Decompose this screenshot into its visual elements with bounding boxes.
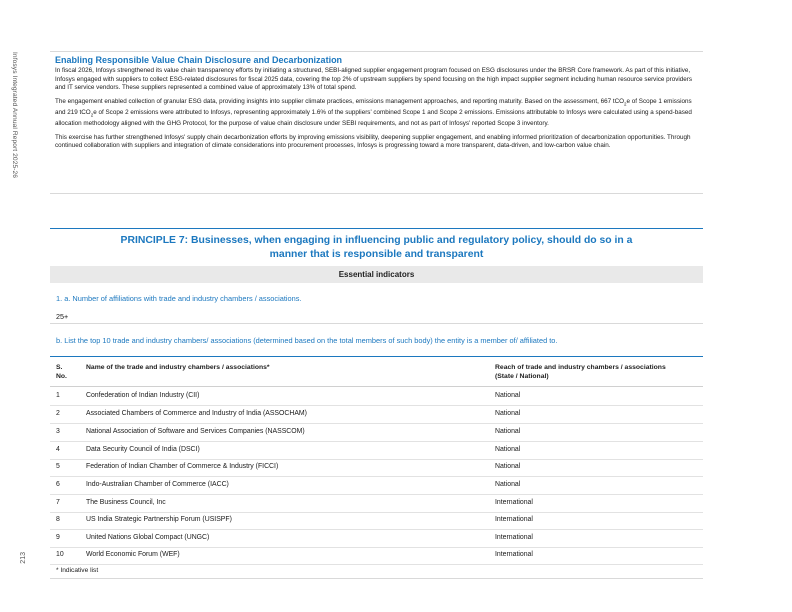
question-1a: 1. a. Number of affiliations with trade and industry chambers / associations. [56, 294, 302, 303]
row-association-name: World Economic Forum (WEF) [86, 551, 180, 558]
row-association-name: Associated Chambers of Commerce and Industry of India (ASSOCHAM) [86, 410, 307, 417]
row-number: 3 [56, 428, 60, 435]
callout-heading: Enabling Responsible Value Chain Disclosure and Decarbonization [55, 55, 343, 65]
row-reach: International [495, 499, 533, 506]
row-association-name: US India Strategic Partnership Forum (USISPF) [86, 516, 232, 523]
row-number: 7 [56, 499, 60, 506]
row-association-name: Indo-Australian Chamber of Commerce (IACC) [86, 481, 229, 488]
p2-part-a: The engagement enabled collection of granular ESG data, providing insights into supplier climate practices, emissions management approaches, and reporting maturity. Based on the assessment, 667 tCO [55, 98, 625, 106]
p2-part-b: e of Scope 1 emissions and 219 tCO [55, 98, 692, 117]
callout-box [50, 52, 703, 156]
row-reach: International [495, 534, 533, 541]
p2-subscript-1: 2 [624, 101, 627, 107]
essential-indicators-bar: Essential indicators [50, 266, 703, 283]
row-association-name: Federation of Indian Chamber of Commerce & Industry (FICCI) [86, 463, 279, 470]
header-sno-line-1: S. [56, 364, 63, 371]
row-number: 9 [56, 534, 60, 541]
row-number: 4 [56, 446, 60, 453]
callout-paragraph-2 [55, 98, 695, 129]
p2-subscript-2: 2 [90, 112, 94, 118]
footnote-rule [50, 578, 703, 579]
row-number: 6 [56, 481, 60, 488]
header-reach [495, 363, 666, 381]
question-1b: b. List the top 10 trade and industry chambers/ associations (determined based on the total members of such body) the entity is a member of/ affiliated to. [56, 336, 558, 345]
table-row [50, 405, 703, 424]
callout-bottom-rule [50, 193, 703, 194]
row-number: 1 [56, 392, 60, 399]
callout-paragraph-1: In fiscal 2026, Infosys strengthened its value chain transparency efforts by initiating a structured, SEBI-aligned supplier engagement program focused on ESG disclosures under the BRSR Core framework. As part of this initiative, Infosys engaged with suppliers to collect ESG-related disclosures for fiscal 2025 data, covering the top 2% of upstream suppliers by spend focusing on the high impact supplier segment including human resource service providers and IT service vendors. These suppliers represented a combined value of approximately 13% of total spend. [55, 67, 693, 92]
table-row [50, 387, 703, 406]
question-divider [50, 323, 703, 324]
principle-title [50, 234, 703, 262]
p2-part-c: e of Scope 2 emissions were attributed to Infosys, representing approximately 1.6% of the suppliers' combined Scope 1 and Scope 2 emissions. Emissions attributable to Infosys were calculated using a spend-based allocation methodology aligned with the GHG Protocol, for the purpose of value chain disclosure under SEBI requirements, and not as part of Infosys' reported Scope 3 inventory. [55, 109, 692, 128]
row-reach: National [495, 481, 521, 488]
header-sno [56, 363, 67, 381]
table-row [50, 511, 703, 530]
table-top-rule [50, 356, 703, 357]
row-number: 10 [56, 551, 64, 558]
row-association-name: Data Security Council of India (DSCI) [86, 446, 200, 453]
header-sno-line-2: No. [56, 373, 67, 380]
principle-title-line-1: PRINCIPLE 7: Businesses, when engaging in influencing public and regulatory policy, should do so in a [120, 235, 633, 246]
row-reach: International [495, 516, 533, 523]
row-reach: National [495, 428, 521, 435]
row-reach: National [495, 463, 521, 470]
answer-1a: 25+ [56, 312, 69, 321]
row-association-name: National Association of Software and Services Companies (NASSCOM) [86, 428, 305, 435]
page-number: 213 [20, 552, 27, 564]
row-reach: National [495, 410, 521, 417]
table-row [50, 423, 703, 442]
row-number: 2 [56, 410, 60, 417]
row-number: 8 [56, 516, 60, 523]
report-title-vertical: Infosys Integrated Annual Report 2025-26 [11, 52, 18, 179]
principle-title-line-2: manner that is responsible and transparent [269, 249, 484, 260]
table-footnote: * Indicative list [56, 567, 99, 574]
header-reach-line-2: (State / National) [495, 373, 549, 380]
table-row [50, 458, 703, 477]
table-row [50, 476, 703, 495]
header-reach-line-1: Reach of trade and industry chambers / associations [495, 364, 666, 371]
row-reach: International [495, 551, 533, 558]
row-association-name: Confederation of Indian Industry (CII) [86, 392, 200, 399]
principle-top-rule [50, 228, 703, 229]
row-reach: National [495, 446, 521, 453]
row-number: 5 [56, 463, 60, 470]
row-reach: National [495, 392, 521, 399]
callout-paragraph-3: This exercise has further strengthened Infosys' supply chain decarbonization efforts by improving emissions visibility, deepening supplier engagement, and enabling informed prioritization of decarbonization opportunities. Through continued collaboration with suppliers and integration of climate considerations into procurement processes, Infosys is progressing toward a more transparent, data-driven, and low-carbon value chain. [55, 133, 691, 150]
table-row [50, 546, 703, 565]
header-name: Name of the trade and industry chambers / associations* [86, 364, 270, 371]
row-association-name: United Nations Global Compact (UNGC) [86, 534, 210, 541]
row-association-name: The Business Council, Inc [86, 499, 166, 506]
